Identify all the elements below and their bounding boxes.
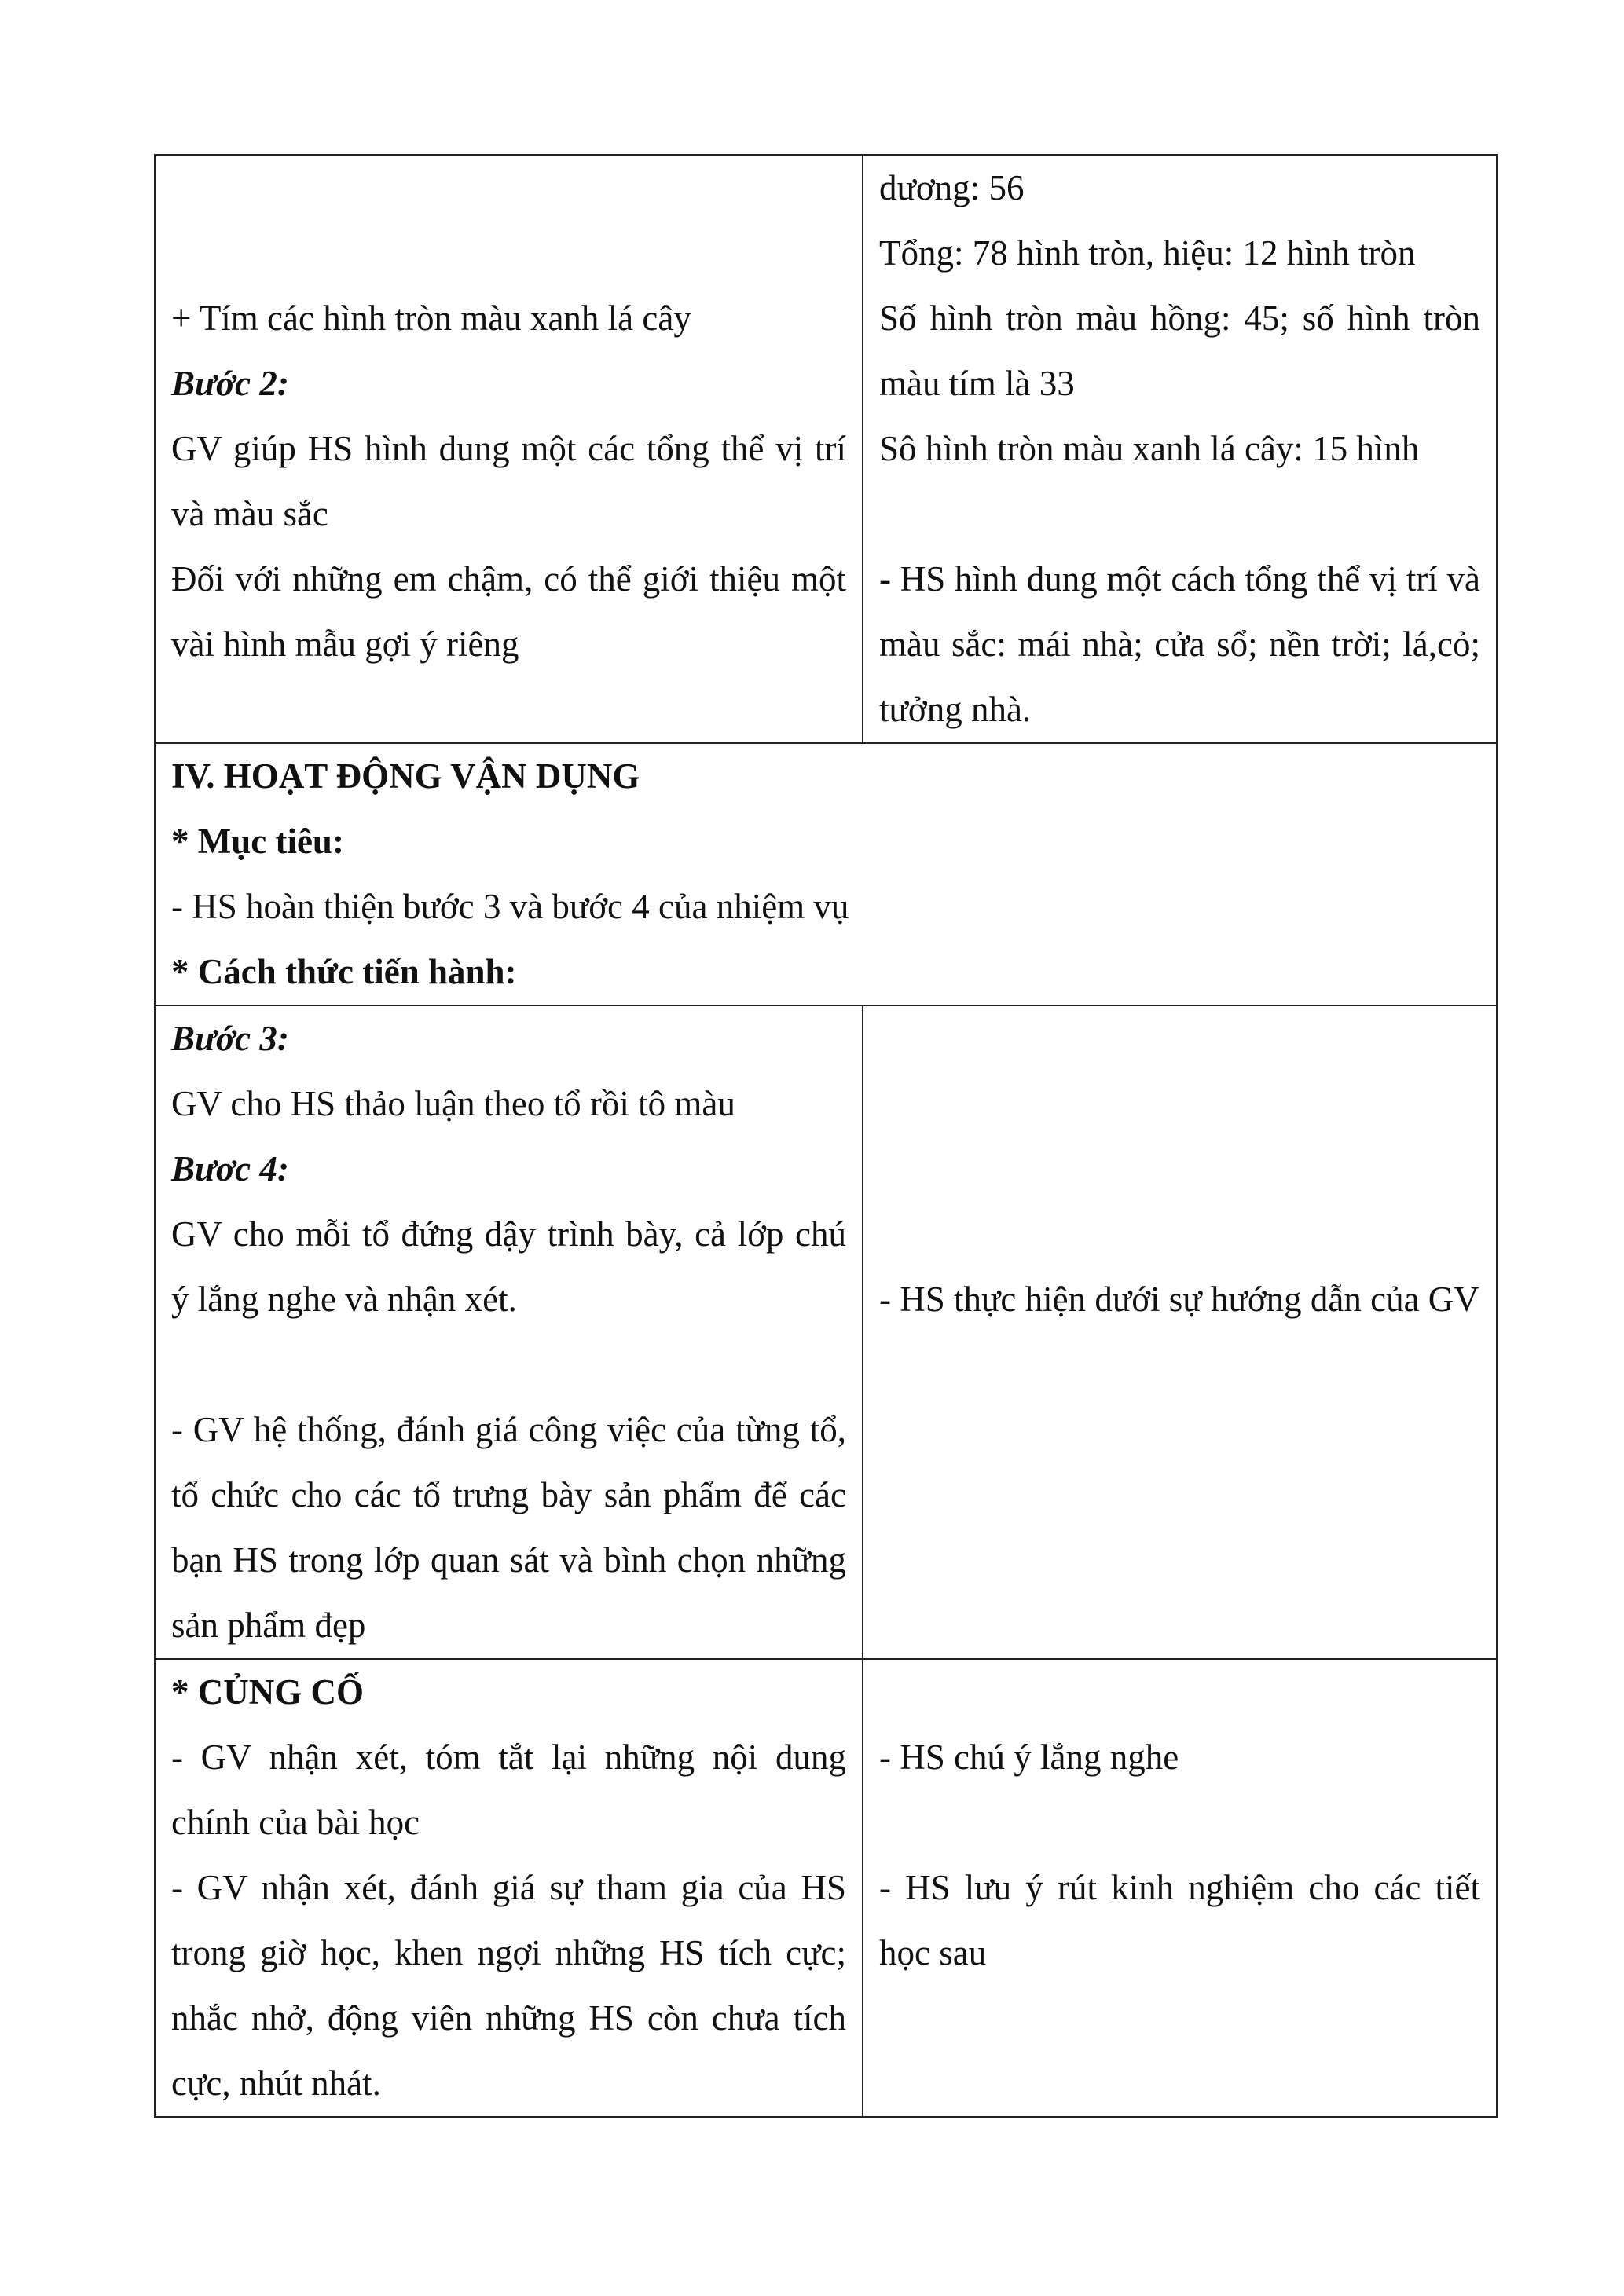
- answer-text: - HS hình dung một cách tổng thể vị trí và màu sắc: mái nhà; cửa sổ; nền trời; lá,cỏ; tưởng nhà.: [879, 559, 1480, 729]
- blank-line: [879, 1071, 1480, 1137]
- blank-line: [879, 1790, 1480, 1855]
- student-activity-cell: [863, 1005, 1497, 1659]
- method-label: * Cách thức tiến hành:: [171, 952, 517, 991]
- section-header-row: [155, 743, 1497, 1005]
- table-row: [155, 1005, 1497, 1659]
- answer-text: - HS chú ý lắng nghe: [879, 1738, 1179, 1777]
- teacher-activity-cell: [155, 1659, 863, 2117]
- step-label: Bước 3:: [171, 1019, 289, 1058]
- blank-line: [879, 1006, 1480, 1071]
- answer-text: Sô hình tròn màu xanh lá cây: 15 hình: [879, 429, 1420, 468]
- summary-heading: * CỦNG CỐ: [171, 1672, 364, 1712]
- blank-line: [171, 156, 846, 221]
- blank-line: [879, 1202, 1480, 1267]
- instruction-text: GV cho HS thảo luận theo tổ rồi tô màu: [171, 1084, 735, 1123]
- instruction-text: - GV nhận xét, đánh giá sự tham gia của HS trong giờ học, khen ngợi những HS tích cực; nhắc nhở, động viên những HS còn chưa tích cực, nhút nhát.: [171, 1868, 846, 2103]
- table-row: [155, 155, 1497, 743]
- blank-line: [879, 1660, 1480, 1725]
- instruction-text: Đối với những em chậm, có thể giới thiệu một vài hình mẫu gợi ý riêng: [171, 559, 846, 664]
- lesson-plan-table: [154, 154, 1498, 2118]
- step-label: Bươc 4:: [171, 1149, 289, 1188]
- teacher-activity-cell: [155, 1005, 863, 1659]
- table-row: [155, 1659, 1497, 2117]
- blank-line: [171, 221, 846, 286]
- instruction-text: GV cho mỗi tổ đứng dậy trình bày, cả lớp chú ý lắng nghe và nhận xét.: [171, 1214, 846, 1319]
- answer-text: Tổng: 78 hình tròn, hiệu: 12 hình tròn: [879, 233, 1416, 273]
- instruction-text: + Tím các hình tròn màu xanh lá cây: [171, 298, 691, 338]
- blank-line: [171, 1332, 846, 1397]
- answer-text: dương: 56: [879, 168, 1025, 207]
- objective-text: - HS hoàn thiện bước 3 và bước 4 của nhiệm vụ: [171, 887, 849, 926]
- teacher-activity-cell: [155, 155, 863, 743]
- instruction-text: GV giúp HS hình dung một các tổng thể vị trí và màu sắc: [171, 429, 846, 533]
- student-activity-cell: [863, 1659, 1497, 2117]
- blank-line: [879, 482, 1480, 547]
- step-label: Bước 2:: [171, 364, 289, 403]
- section-heading: IV. HOẠT ĐỘNG VẬN DỤNG: [171, 756, 640, 796]
- instruction-text: - GV nhận xét, tóm tắt lại những nội dung chính của bài học: [171, 1738, 846, 1842]
- student-activity-cell: [863, 155, 1497, 743]
- section-cell: [155, 743, 1497, 1005]
- blank-line: [879, 1137, 1480, 1202]
- objective-label: * Mục tiêu:: [171, 822, 344, 861]
- answer-text: - HS thực hiện dưới sự hướng dẫn của GV: [879, 1280, 1479, 1319]
- instruction-text: - GV hệ thống, đánh giá công việc của từng tổ, tổ chức cho các tổ trưng bày sản phẩm để các bạn HS trong lớp quan sát và bình chọn những sản phẩm đẹp: [171, 1410, 846, 1645]
- answer-text: Số hình tròn màu hồng: 45; số hình tròn màu tím là 33: [879, 298, 1480, 403]
- answer-text: - HS lưu ý rút kinh nghiệm cho các tiết học sau: [879, 1868, 1480, 1972]
